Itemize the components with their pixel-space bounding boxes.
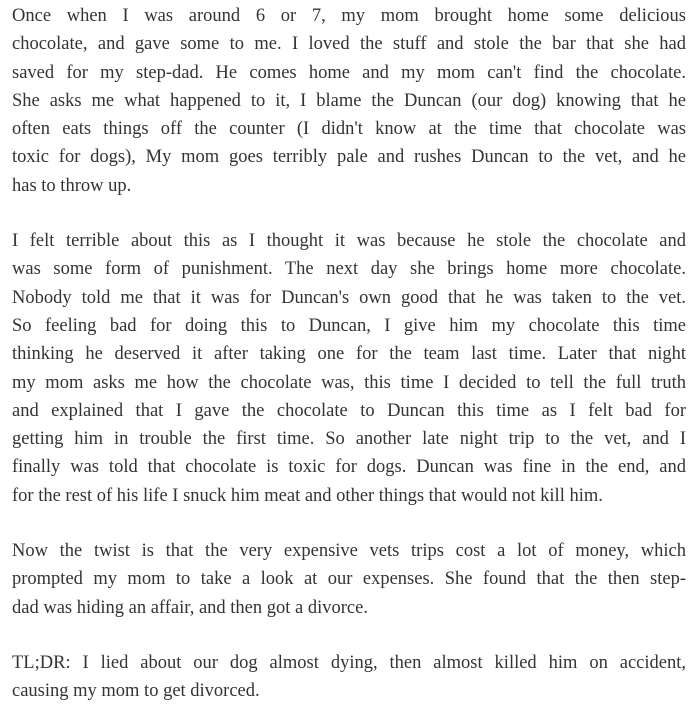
- text-line: TL;DR: I lied about our dog almost dying, then almost killed him on accident,: [12, 652, 686, 673]
- text-line: saved for my step-dad. He comes home and my mom can't find the chocolate.: [12, 62, 686, 83]
- text-line: So feeling bad for doing this to Duncan, I give him my chocolate this time: [12, 315, 686, 336]
- text-line: toxic for dogs), My mom goes terribly pale and rushes Duncan to the vet, and he: [12, 147, 686, 168]
- text-line: my mom asks me how the chocolate was, this time I decided to tell the full truth: [12, 372, 686, 393]
- text-line: thinking he deserved it after taking one for the team last time. Later that night: [12, 344, 686, 365]
- text-line: causing my mom to get divorced.: [12, 681, 260, 702]
- paragraph: [12, 537, 686, 622]
- paragraph: [12, 649, 686, 706]
- text-line: for the rest of his life I snuck him meat and other things that would not kill him.: [12, 485, 603, 506]
- text-line: was some form of punishment. The next day she brings home more chocolate.: [12, 259, 686, 280]
- text-line: Once when I was around 6 or 7, my mom brought home some delicious: [12, 6, 686, 26]
- text-line: prompted my mom to take a look at our expenses. She found that the then step-: [12, 569, 686, 590]
- text-line: has to throw up.: [12, 175, 132, 196]
- text-line: Now the twist is that the very expensive vets trips cost a lot of money, which: [12, 541, 686, 562]
- text-line: She asks me what happened to it, I blame the Duncan (our dog) knowing that he: [12, 90, 686, 111]
- paragraph: [12, 2, 686, 200]
- paragraph: [12, 227, 686, 510]
- text-line: finally was told that chocolate is toxic for dogs. Duncan was fine in the end, and: [12, 457, 686, 478]
- text-line: getting him in trouble the first time. So another late night trip to the vet, and I: [12, 429, 686, 450]
- text-line: Nobody told me that it was for Duncan's own good that he was taken to the vet.: [12, 287, 686, 308]
- text-line: dad was hiding an affair, and then got a divorce.: [12, 597, 368, 618]
- text-line: chocolate, and gave some to me. I loved the stuff and stole the bar that she had: [12, 34, 686, 55]
- text-line: I felt terrible about this as I thought it was because he stole the chocolate and: [12, 231, 686, 252]
- text-line: often eats things off the counter (I didn't know at the time that chocolate was: [12, 119, 686, 140]
- text-line: and explained that I gave the chocolate to Duncan this time as I felt bad for: [12, 400, 686, 421]
